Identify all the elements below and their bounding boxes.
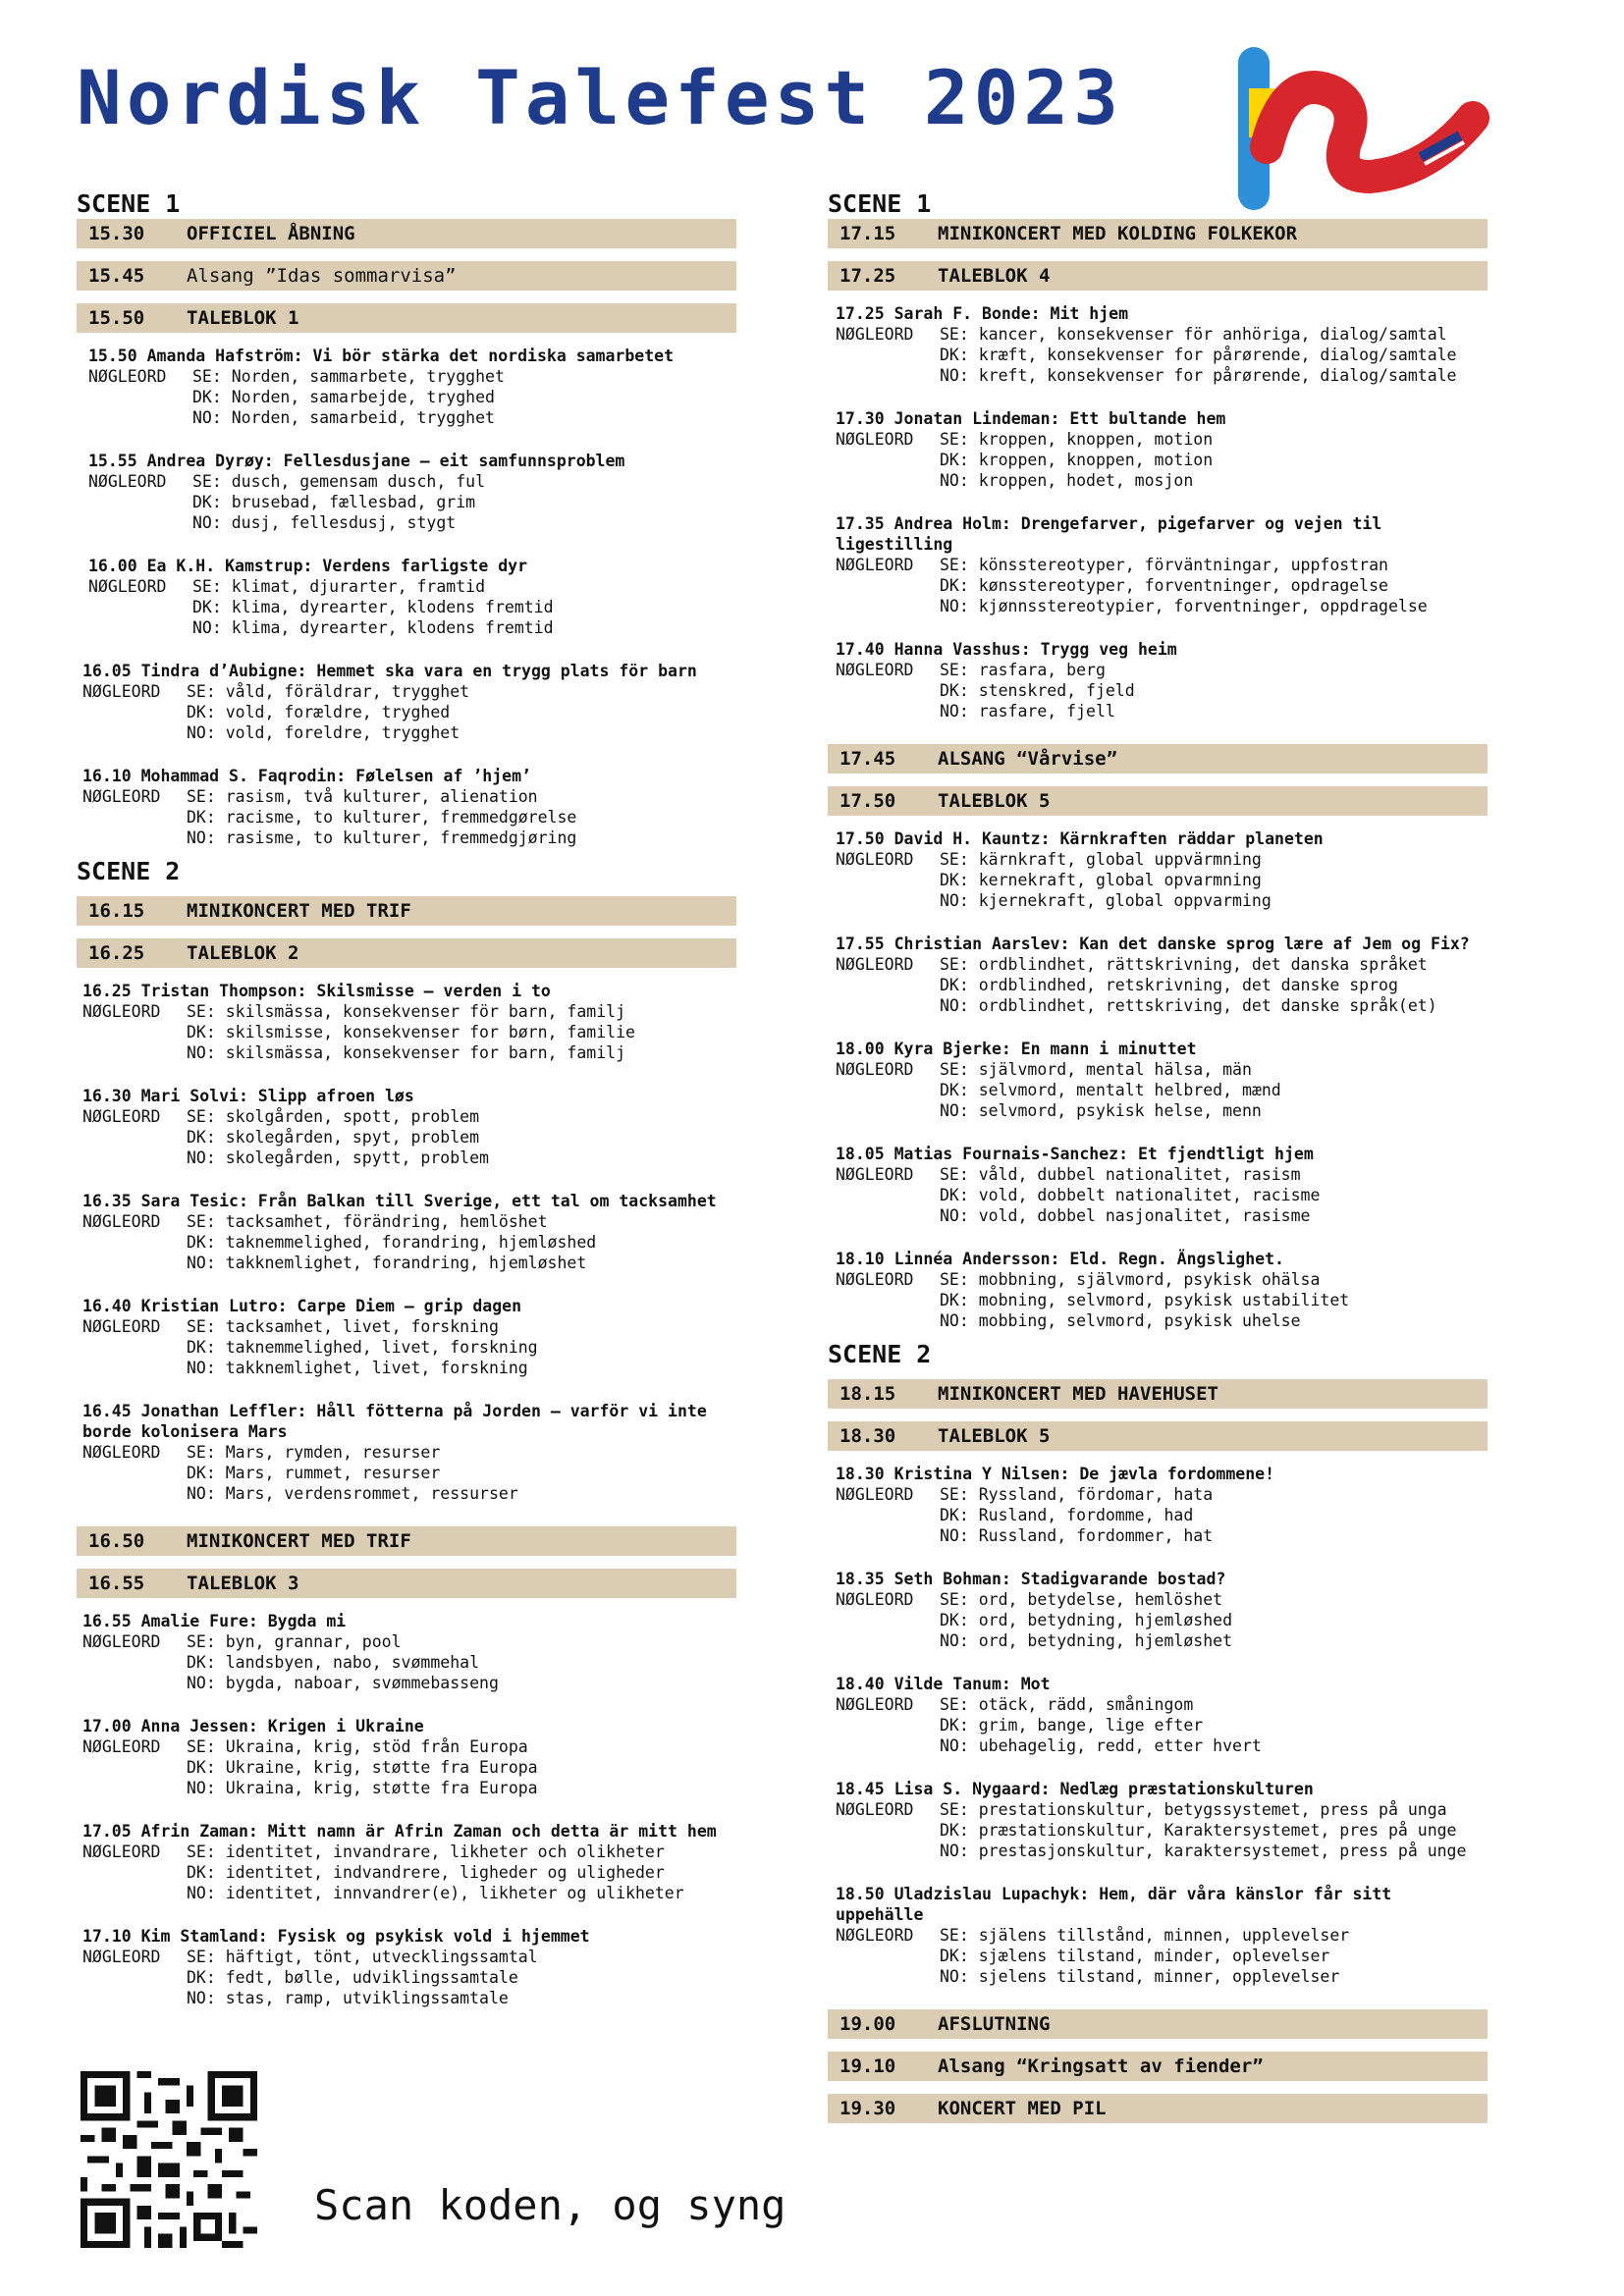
keywords-se: SE: identitet, invandrare, likheter och olikheter [187,1842,665,1861]
talk-title: 18.00 Kyra Bjerke: En mann i minuttet [836,1040,1197,1058]
bar-label: TALEBLOK 2 [187,942,299,964]
keywords-no: NO: Ukraina, krig, støtte fra Europa [187,1779,538,1797]
keyword-label: NØGLEORD [836,1590,914,1609]
keywords-se: SE: byn, grannar, pool [187,1632,402,1651]
keyword-label: NØGLEORD [88,367,167,386]
keywords-se: SE: kancer, konsekvenser för anhöriga, dialog/samtal [940,325,1447,344]
keywords-se: SE: rasism, två kulturer, alienation [187,787,538,806]
keyword-label: NØGLEORD [836,1485,914,1504]
keywords-dk: DK: selvmord, mentalt helbred, mænd [940,1081,1281,1099]
keywords-no: NO: stas, ramp, utviklingssamtale [187,1989,509,2007]
keywords-dk: DK: sjælens tilstand, minder, oplevelser [940,1947,1330,1965]
qr-code[interactable] [81,2071,257,2248]
keywords-no: NO: kjernekraft, global oppvarming [940,891,1272,910]
keywords-dk: DK: racisme, to kulturer, fremmedgørelse [187,808,577,827]
keywords-se: SE: ordblindhet, rättskrivning, det danska språket [940,955,1428,974]
talk-title: 16.55 Amalie Fure: Bygda mi [82,1612,347,1630]
keywords-dk: DK: kroppen, knoppen, motion [940,451,1214,469]
keywords-dk: DK: vold, dobbelt nationalitet, racisme [940,1186,1321,1204]
keywords-se: SE: Ryssland, fördomar, hata [940,1485,1214,1504]
keyword-label: NØGLEORD [82,1632,161,1651]
talk-entry [828,1884,1444,1987]
keywords-dk: DK: brusebad, fællesbad, grim [192,493,476,511]
bar-time: 17.45 [839,748,896,770]
talk-title: 17.10 Kim Stamland: Fysisk og psykisk vold i hjemmet [82,1927,590,1946]
keywords-se: SE: häftigt, tönt, utvecklingssamtal [187,1948,538,1966]
keywords-no: NO: kreft, konsekvenser for pårørende, dialog/samtale [940,366,1457,385]
talk-entry [77,661,736,743]
keywords-dk: DK: ord, betydning, hjemløshed [940,1611,1233,1629]
bar-time: 16.50 [88,1530,145,1552]
keyword-label: NØGLEORD [836,556,914,574]
talk-title: 18.10 Linnéa Andersson: Eld. Regn. Ängslighet. [836,1250,1284,1268]
keywords-no: NO: takknemlighet, livet, forskning [187,1359,528,1377]
talk-title: 17.00 Anna Jessen: Krigen i Ukraine [82,1717,424,1735]
talk-title: 16.45 Jonathan Leffler: Håll fötterna på Jorden – varför vi inte borde kolonisera Mars [82,1402,707,1441]
keywords-se: SE: Ukraina, krig, stöd från Europa [187,1737,528,1756]
talk-entry [77,981,736,1063]
keyword-label: NØGLEORD [82,1002,161,1021]
program-bar [77,303,736,333]
keyword-label: NØGLEORD [88,577,167,596]
talk-title: 16.40 Kristian Lutro: Carpe Diem – grip dagen [82,1297,522,1315]
keywords-no: NO: selvmord, psykisk helse, menn [940,1101,1262,1120]
talk-title: 17.25 Sarah F. Bonde: Mit hjem [836,304,1129,323]
keywords-se: SE: kroppen, knoppen, motion [940,430,1214,449]
keywords-se: SE: rasfara, berg [940,661,1106,679]
keyword-label: NØGLEORD [82,682,161,701]
program-bar [77,896,736,926]
keywords-dk: DK: vold, forældre, tryghed [187,703,451,721]
talk-entry [77,556,736,638]
keywords-no: NO: prestasjonskultur, karaktersystemet, press på unge [940,1842,1467,1860]
keywords-no: NO: vold, foreldre, trygghet [187,723,460,742]
keyword-label: NØGLEORD [836,1165,914,1184]
keyword-label: NØGLEORD [836,850,914,869]
program-bar [828,1379,1488,1409]
talk-entry [77,346,736,428]
keywords-no: NO: ordblindhet, rettskriving, det danske språk(et) [940,996,1437,1015]
talk-entry [77,1401,731,1504]
bar-time: 16.15 [88,900,145,922]
talk-entry [828,1674,1488,1756]
keyword-label: NØGLEORD [82,1443,161,1462]
keywords-se: SE: ord, betydelse, hemlöshet [940,1590,1223,1609]
keywords-no: NO: Norden, samarbeid, trygghet [192,408,495,427]
keywords-dk: DK: taknemmelighed, forandring, hjemløshed [187,1233,597,1252]
bar-time: 15.45 [88,265,145,287]
talk-entry [828,1144,1488,1226]
keywords-no: NO: Russland, fordommer, hat [940,1526,1214,1545]
program-bar [828,2009,1488,2039]
keyword-label: NØGLEORD [82,1842,161,1861]
keywords-no: NO: kjønnsstereotypier, forventninger, oppdragelse [940,597,1428,615]
program-bar [828,2094,1488,2123]
bar-label: AFSLUTNING [938,2013,1051,2035]
talk-entry [77,1086,736,1168]
keywords-no: NO: ubehagelig, redd, etter hvert [940,1736,1262,1755]
keywords-se: SE: kärnkraft, global uppvärmning [940,850,1262,869]
keyword-label: NØGLEORD [836,1060,914,1079]
talk-entry [77,1821,736,1903]
talk-title: 18.50 Uladzislau Lupachyk: Hem, där våra känslor får sitt uppehälle [836,1885,1392,1924]
scene-heading: SCENE 1 [77,189,181,218]
scene-heading: SCENE 1 [828,189,932,218]
bar-label: MINIKONCERT MED TRIF [187,1530,411,1552]
bar-time: 19.30 [839,2098,896,2119]
talk-title: 18.45 Lisa S. Nygaard: Nedlæg præstationskulturen [836,1780,1314,1798]
keyword-label: NØGLEORD [836,1926,914,1945]
keywords-no: NO: klima, dyrearter, klodens fremtid [192,618,554,637]
bar-time: 15.50 [88,307,145,329]
bar-label: TALEBLOK 5 [938,1425,1051,1447]
keyword-label: NØGLEORD [836,325,914,344]
keywords-se: SE: otäck, rädd, småningom [940,1695,1194,1714]
keywords-no: NO: dusj, fellesdusj, stygt [192,513,457,532]
keywords-no: NO: identitet, innvandrer(e), likheter og ulikheter [187,1884,684,1902]
bar-time: 16.25 [88,942,145,964]
program-bar [77,1569,736,1598]
keywords-se: SE: Mars, rymden, resurser [187,1443,441,1462]
keywords-no: NO: rasisme, to kulturer, fremmedgjøring [187,828,577,847]
bar-time: 17.50 [839,790,896,812]
keyword-label: NØGLEORD [836,661,914,679]
bar-time: 17.25 [839,265,896,287]
talk-title: 17.55 Christian Aarslev: Kan det danske sprog lære af Jem og Fix? [836,934,1470,953]
scene-heading: SCENE 2 [77,857,181,885]
scene-heading: SCENE 2 [828,1340,932,1368]
bar-time: 18.15 [839,1383,896,1405]
keyword-label: NØGLEORD [836,1270,914,1289]
talk-title: 18.35 Seth Bohman: Stadigvarande bostad? [836,1570,1226,1588]
talk-title: 17.35 Andrea Holm: Drengefarver, pigefarver og vejen til ligestilling [836,514,1382,554]
talk-title: 15.50 Amanda Hafström: Vi bör stärka det nordiska samarbetet [88,347,675,365]
talk-title: 16.25 Tristan Thompson: Skilsmisse – verden i to [82,982,551,1000]
bar-label: TALEBLOK 5 [938,790,1051,812]
keywords-dk: DK: Rusland, fordomme, had [940,1506,1194,1524]
keywords-no: NO: takknemlighet, forandring, hjemløshet [187,1254,587,1272]
keyword-label: NØGLEORD [82,787,161,806]
bar-label: MINIKONCERT MED KOLDING FOLKEKOR [938,223,1298,244]
keyword-label: NØGLEORD [82,1737,161,1756]
program-bar [77,219,736,248]
keywords-no: NO: Mars, verdensrommet, ressurser [187,1484,518,1503]
program-bar [828,2052,1488,2081]
keywords-no: NO: skilsmässa, konsekvenser for barn, familj [187,1043,626,1062]
bar-time: 19.00 [839,2013,896,2035]
talk-entry [828,303,1488,386]
bar-label: Alsang “Kringsatt av fiender” [938,2056,1264,2077]
bar-time: 18.30 [839,1425,896,1447]
program-bar [77,938,736,968]
talk-entry [828,934,1488,1016]
talk-title: 17.05 Afrin Zaman: Mitt namn är Afrin Zaman och detta är mitt hem [82,1822,717,1841]
talk-title: 16.30 Mari Solvi: Slipp afroen løs [82,1087,414,1105]
keywords-dk: DK: fedt, bølle, udviklingssamtale [187,1968,518,1987]
keywords-dk: DK: skolegården, spyt, problem [187,1128,480,1147]
left-column [77,188,736,2031]
keywords-dk: DK: klima, dyrearter, klodens fremtid [192,598,554,616]
keywords-dk: DK: kræft, konsekvenser for pårørende, dialog/samtale [940,346,1457,364]
bar-label: Alsang ”Idas sommarvisa” [187,265,457,287]
keywords-se: SE: tacksamhet, livet, forskning [187,1317,499,1336]
keyword-label: NØGLEORD [836,430,914,449]
talk-entry [828,1569,1488,1651]
keywords-no: NO: vold, dobbel nasjonalitet, rasisme [940,1206,1311,1225]
talk-title: 16.00 Ea K.H. Kamstrup: Verdens farligste dyr [88,557,528,575]
bar-time: 17.15 [839,223,896,244]
keywords-dk: DK: landsbyen, nabo, svømmehal [187,1653,480,1672]
keywords-no: NO: kroppen, hodet, mosjon [940,471,1194,490]
talk-title: 16.35 Sara Tesic: Från Balkan till Sverige, ett tal om tacksamhet [82,1192,717,1210]
keywords-se: SE: skilsmässa, konsekvenser för barn, familj [187,1002,626,1021]
keywords-dk: DK: ordblindhed, retskrivning, det danske sprog [940,976,1398,994]
keywords-dk: DK: Ukraine, krig, støtte fra Europa [187,1758,538,1777]
keywords-se: SE: skolgården, spott, problem [187,1107,480,1126]
talk-title: 17.40 Hanna Vasshus: Trygg veg heim [836,640,1177,659]
bar-time: 19.10 [839,2056,896,2077]
talk-entry [77,766,736,848]
keywords-se: SE: könsstereotyper, förväntningar, uppfostran [940,556,1388,574]
program-bar [77,261,736,291]
keywords-dk: DK: stenskred, fjeld [940,681,1135,700]
keywords-se: SE: dusch, gemensam dusch, ful [192,472,486,491]
keywords-no: NO: skolegården, spytt, problem [187,1148,489,1167]
bar-label: MINIKONCERT MED HAVEHUSET [938,1383,1218,1405]
program-bar [828,1421,1488,1451]
bar-time: 16.55 [88,1573,145,1594]
bar-label: TALEBLOK 3 [187,1573,299,1594]
keyword-label: NØGLEORD [82,1107,161,1126]
talk-title: 17.30 Jonatan Lindeman: Ett bultande hem [836,409,1226,428]
talk-title: 18.30 Kristina Y Nilsen: De jævla fordommene! [836,1465,1275,1483]
bar-label: MINIKONCERT MED TRIF [187,900,411,922]
keywords-no: NO: ord, betydning, hjemløshet [940,1631,1233,1650]
program-bar [828,219,1488,248]
talk-entry [828,1039,1488,1121]
bar-label: KONCERT MED PIL [938,2098,1107,2119]
keywords-dk: DK: præstationskultur, Karaktersystemet, pres på unge [940,1821,1457,1840]
keywords-se: SE: klimat, djurarter, framtid [192,577,486,596]
talk-entry [77,1716,736,1798]
talk-entry [77,1296,736,1378]
program-bar [77,1526,736,1556]
keyword-label: NØGLEORD [836,955,914,974]
talk-entry [77,1926,736,2008]
keywords-se: SE: själens tillstånd, minnen, upplevelser [940,1926,1350,1945]
talk-entry [828,1464,1488,1546]
keywords-dk: DK: taknemmelighed, livet, forskning [187,1338,538,1357]
talk-title: 18.40 Vilde Tanum: Mot [836,1675,1051,1693]
talk-entry [77,451,736,533]
keyword-label: NØGLEORD [88,472,167,491]
bar-label: ALSANG “Vårvise” [938,748,1118,770]
bar-label: TALEBLOK 1 [187,307,299,329]
keyword-label: NØGLEORD [836,1695,914,1714]
keywords-dk: DK: Norden, samarbejde, tryghed [192,388,495,406]
talk-title: 16.10 Mohammad S. Faqrodin: Følelsen af ’hjem’ [82,767,531,785]
talk-entry [828,828,1488,911]
keywords-se: SE: mobbning, självmord, psykisk ohälsa [940,1270,1321,1289]
talk-entry [77,1611,736,1693]
keyword-label: NØGLEORD [836,1800,914,1819]
keywords-dk: DK: identitet, indvandrere, ligheder og uligheder [187,1863,665,1882]
keywords-dk: DK: grim, bange, lige efter [940,1716,1204,1735]
talk-title: 17.50 David H. Kauntz: Kärnkraften räddar planeten [836,829,1324,848]
keywords-se: SE: tacksamhet, förändring, hemlöshet [187,1212,548,1231]
keywords-se: SE: Norden, sammarbete, trygghet [192,367,505,386]
page-title: Nordisk Talefest 2023 [77,54,1123,141]
talk-entry [828,513,1444,616]
keyword-label: NØGLEORD [82,1948,161,1966]
program-bar [828,261,1488,291]
talk-entry [828,639,1488,721]
keywords-dk: DK: kønsstereotyper, forventninger, opdragelse [940,576,1388,595]
keywords-dk: DK: Mars, rummet, resurser [187,1464,441,1482]
right-column [828,188,1488,2136]
talk-entry [828,408,1488,491]
program-bar [828,786,1488,816]
keywords-no: NO: rasfare, fjell [940,702,1115,721]
keywords-no: NO: mobbing, selvmord, psykisk uhelse [940,1311,1301,1330]
talk-title: 16.05 Tindra d’Aubigne: Hemmet ska vara en trygg plats för barn [82,662,697,680]
keywords-no: NO: bygda, naboar, svømmebasseng [187,1674,499,1692]
talk-entry [77,1191,736,1273]
talk-entry [828,1779,1488,1861]
bar-time: 15.30 [88,223,145,244]
talk-title: 18.05 Matias Fournais-Sanchez: Et fjendtligt hjem [836,1145,1314,1163]
keyword-label: NØGLEORD [82,1212,161,1231]
talk-entry [828,1249,1488,1331]
bar-label: OFFICIEL ÅBNING [187,223,355,244]
keywords-dk: DK: skilsmisse, konsekvenser for børn, familie [187,1023,635,1041]
keywords-no: NO: sjelens tilstand, minner, opplevelser [940,1967,1340,1986]
program-bar [828,744,1488,774]
talk-title: 15.55 Andrea Dyrøy: Fellesdusjane – eit samfunnsproblem [88,452,625,470]
keywords-se: SE: våld, föräldrar, trygghet [187,682,470,701]
keywords-se: SE: våld, dubbel nationalitet, rasism [940,1165,1301,1184]
keyword-label: NØGLEORD [82,1317,161,1336]
keywords-se: SE: självmord, mental hälsa, män [940,1060,1252,1079]
bar-label: TALEBLOK 4 [938,265,1051,287]
keywords-se: SE: prestationskultur, betygssystemet, press på unga [940,1800,1447,1819]
keywords-dk: DK: mobning, selvmord, psykisk ustabilitet [940,1291,1350,1309]
scan-instruction: Scan koden, og syng [314,2181,786,2229]
keywords-dk: DK: kernekraft, global opvarmning [940,871,1262,889]
